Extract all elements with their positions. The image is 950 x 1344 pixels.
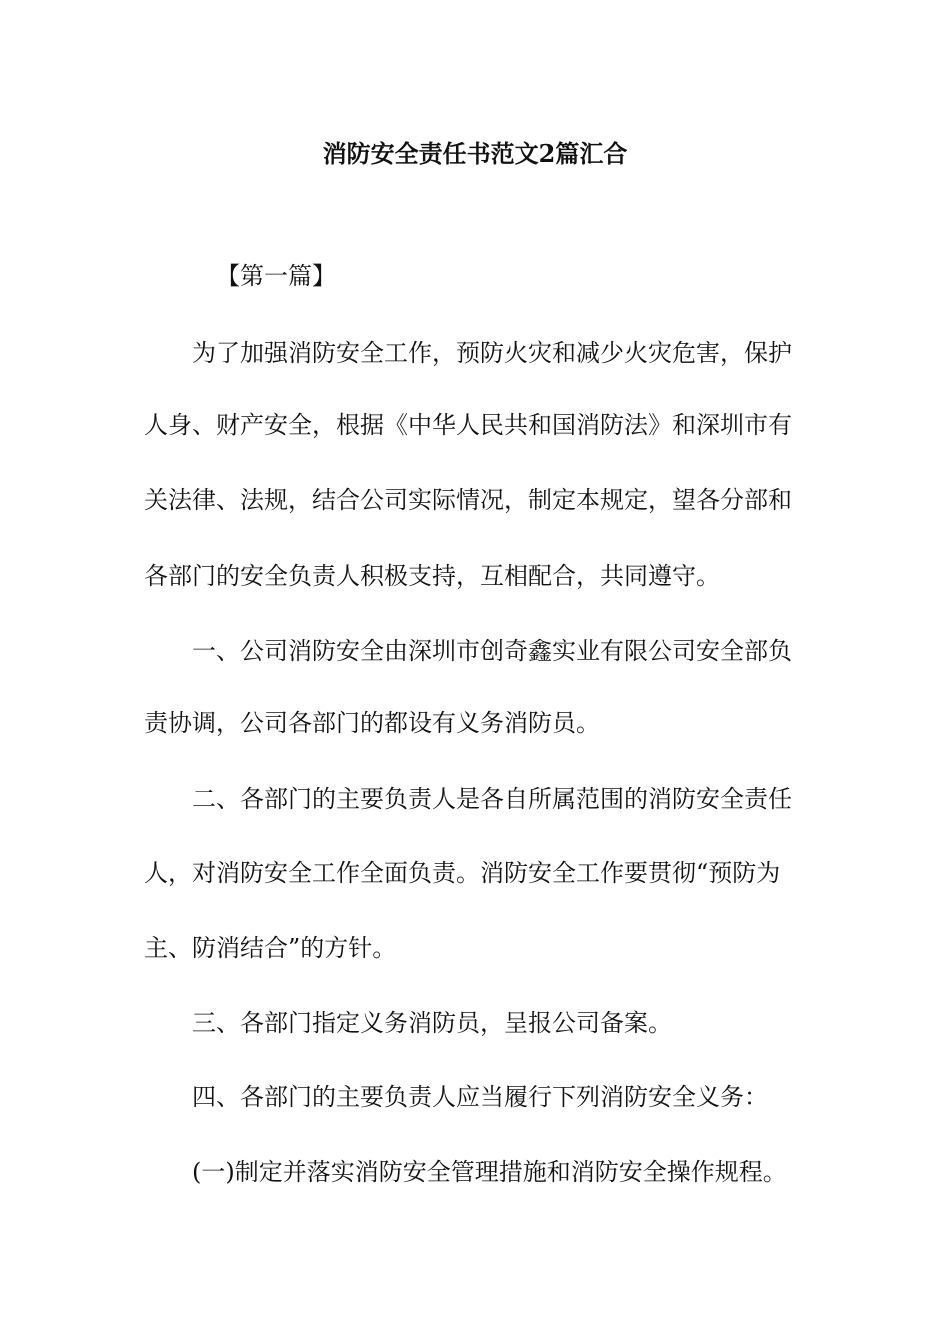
section-heading: 【第一篇】 xyxy=(216,262,336,290)
paragraph-line: 关法律、法规，结合公司实际情况，制定本规定，望各分部和 xyxy=(144,486,792,514)
paragraph-line: 各部门的安全负责人积极支持，互相配合，共同遵守。 xyxy=(144,562,720,590)
paragraph-line: 四、各部门的主要负责人应当履行下列消防安全义务： xyxy=(192,1083,768,1111)
paragraph-line: (一)制定并落实消防安全管理措施和消防安全操作规程。 xyxy=(192,1158,787,1186)
paragraph-line: 责协调，公司各部门的都设有义务消防员。 xyxy=(144,709,600,737)
paragraph-line: 三、各部门指定义务消防员，呈报公司备案。 xyxy=(192,1009,672,1037)
paragraph-line: 主、防消结合”的方针。 xyxy=(144,934,397,962)
paragraph-line: 一、公司消防安全由深圳市创奇鑫实业有限公司安全部负 xyxy=(192,637,792,665)
paragraph-line: 人，对消防安全工作全面负责。消防安全工作要贯彻“预防为 xyxy=(144,859,781,887)
paragraph-line: 为了加强消防安全工作，预防火灾和减少火灾危害，保护 xyxy=(192,339,792,367)
paragraph-line: 二、各部门的主要负责人是各自所属范围的消防安全责任 xyxy=(192,785,792,813)
document-title: 消防安全责任书范文2篇汇合 xyxy=(322,139,628,168)
paragraph-line: 人身、财产安全，根据《中华人民共和国消防法》和深圳市有 xyxy=(144,411,792,439)
